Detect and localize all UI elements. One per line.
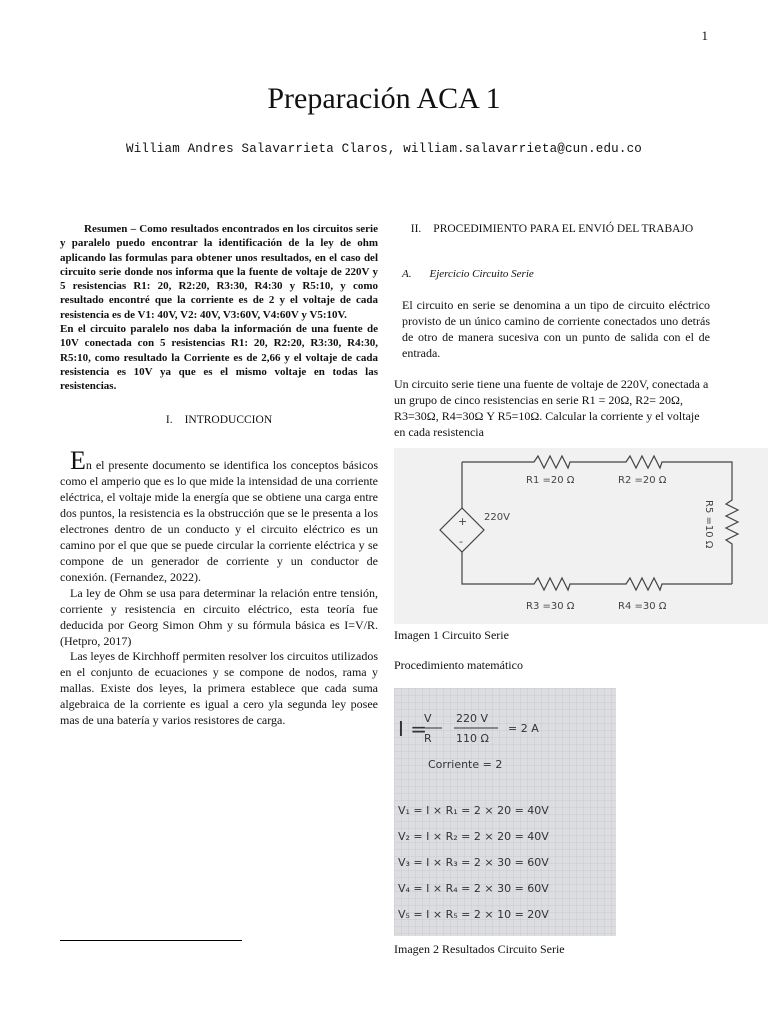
hw-current-symbol: I = <box>398 717 428 741</box>
author-line: William Andres Salavarrieta Claros, william.salavarrieta@cun.edu.co <box>126 142 642 156</box>
hw-corriente: Corriente = 2 <box>428 758 503 771</box>
label-r2: R2 =20 Ω <box>618 475 667 486</box>
handwritten-notes <box>394 688 616 936</box>
source-label: 220V <box>484 512 510 523</box>
figure-caption-2: Imagen 2 Resultados Circuito Serie <box>394 942 565 956</box>
hw-r: R <box>424 732 432 745</box>
abstract-paragraph-2: En el circuito paralelo nos daba la información de una fuente de 10V conectada con 5 resistencias R1: 20, R2:20, R3:30, R4:30, R5:10, como resultado la Corriente es de 2,66 y el voltaje de cada resistencia es 10V ya que es el mismo voltaje en todas las resistencias. <box>60 323 378 393</box>
section-heading-procedimiento <box>394 223 710 235</box>
section-number: II. <box>410 223 422 235</box>
abstract-paragraph-1: Resumen – Como resultados encontrados en los circuitos serie y paralelo puedo encontrar la identificación de la ley de ohm aplicando las formulas para obtener unos resultados, en el caso del circuito serie donde nos informa que la fuente de voltaje de 220V y 5 resistencias R1: 20, R2:20, R3:30, R4:30 y R5:10, y como resultado encontré que la corriente es de 2 y el voltaje de cada resistencia es de V1: 40V, V2: 40V, V3:60V, V4:60V y V5:10V. <box>60 223 378 321</box>
series-definition-text: El circuito en serie se denomina a un tipo de circuito eléctrico provisto de un único camino de corriente conectados uno detrás de otro de manera sucesiva con un punto de salida con el de entrada. <box>402 298 710 360</box>
hw-numerator: 220 V <box>456 712 489 725</box>
bottom-wire <box>462 552 732 590</box>
introduction-body <box>60 448 378 729</box>
intro-paragraph-3: Las leyes de Kirchhoff permiten resolver los circuitos utilizados en el conjunto de ecuaciones y se compone de nodos, rama y mallas. Existe dos leyes, la primera establece que cada suma algebraica de la corriente es igual a cero yla segunda ley posee mas de una batería y varios resistores de carga. <box>60 649 378 728</box>
hw-v3: V₃ = I × R₃ = 2 × 30 = 60V <box>398 856 549 869</box>
handwritten-results-photo <box>394 688 616 936</box>
hw-v1: V₁ = I × R₁ = 2 × 20 = 40V <box>398 804 549 817</box>
hw-v2: V₂ = I × R₂ = 2 × 20 = 40V <box>398 830 549 843</box>
label-r4: R4 =30 Ω <box>618 601 667 612</box>
source-minus: - <box>459 535 463 548</box>
section-heading-introduccion <box>60 414 378 426</box>
series-problem: Un circuito serie tiene una fuente de voltaje de 220V, conectada a un grupo de cinco resistencias en serie R1 = 20Ω, R2= 20Ω, R3=30Ω, R4=30Ω Y R5=10Ω. Calcular la corriente y el voltaje en cada resistencia <box>394 377 709 439</box>
paper-title: Preparación ACA 1 <box>267 82 501 115</box>
figure-caption-1: Imagen 1 Circuito Serie <box>394 628 509 642</box>
label-r3: R3 =30 Ω <box>526 601 575 612</box>
intro-paragraph-1-text: n el presente documento se identifica los conceptos básicos como el amperio que es lo que mide la intensidad de una corriente eléctrica, el voltaje mide la energía que se obtiene una carga entre dos puntos, la resistencia es la obstrucción que se le presenta a los electrones dentro de un conducto y el circuito eléctrico es un camino por el que que se puede circular la corriente eléctrica y se compone de un generador de corriente y un conductor de conexión. (Fernandez, 2022). <box>60 458 378 584</box>
hw-result: = 2 A <box>508 722 539 735</box>
hw-v4: V₄ = I × R₄ = 2 × 30 = 60V <box>398 882 549 895</box>
hw-denominator: 110 Ω <box>456 732 489 745</box>
subsection-title: Ejercicio Circuito Serie <box>429 268 534 280</box>
math-procedure-label: Procedimiento matemático <box>394 658 523 672</box>
source-plus: + <box>458 515 468 528</box>
section-number: I. <box>165 414 173 426</box>
series-definition <box>402 298 710 362</box>
intro-paragraph-1 <box>60 448 378 586</box>
page-number: 1 <box>701 28 708 43</box>
hw-v5: V₅ = I × R₅ = 2 × 10 = 20V <box>398 908 549 921</box>
label-r1: R1 =20 Ω <box>526 475 575 486</box>
label-r5: R5 =10 Ω <box>703 500 714 549</box>
section-title: PROCEDIMIENTO PARA EL ENVIÓ DEL TRABAJO <box>433 223 694 235</box>
intro-paragraph-2: La ley de Ohm se usa para determinar la relación entre tensión, corriente y resistencia en circuito eléctrico, esta teoría fue deducida por Georg Simon Ohm y su fórmula básica es I=V/R. (Hetpro, 2017) <box>60 585 378 648</box>
drop-cap: E <box>70 446 86 475</box>
subsection-heading <box>402 268 534 280</box>
series-circuit-figure <box>394 448 768 624</box>
abstract <box>60 222 378 394</box>
hw-v: V <box>424 712 432 725</box>
circuit-diagram <box>394 448 768 624</box>
subsection-letter: A. <box>402 268 412 280</box>
section-title: INTRODUCCION <box>184 414 273 426</box>
footnote-rule <box>60 940 242 941</box>
